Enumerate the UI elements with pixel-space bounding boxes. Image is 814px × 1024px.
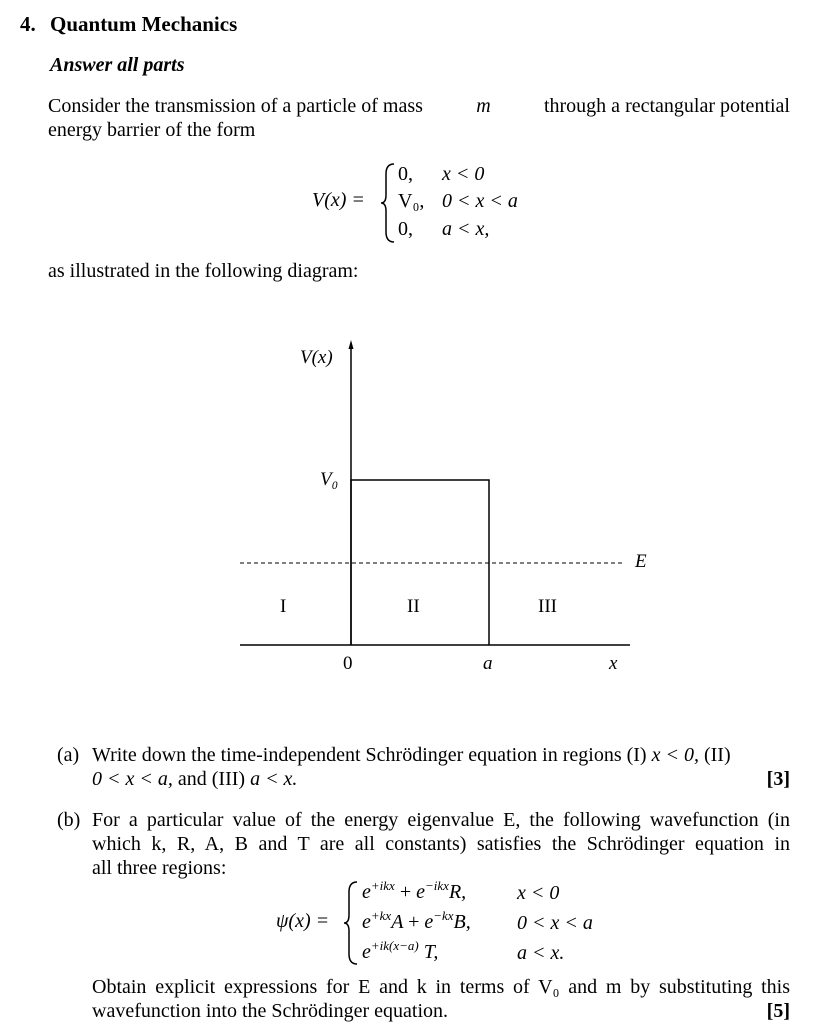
part-b-line2: which k, R, A, B and T are all constants) satisfies the Schrödinger equation in [92,833,790,855]
part-a-marks: [3] [766,768,790,790]
region-2-condition: 0 < x < a, [92,768,173,790]
part-b-text [92,808,790,880]
part-b-line3: all three regions: [92,857,227,879]
potential-case-3-value: 0, [398,218,413,240]
x-tick-a: a [483,653,493,674]
question-title: Quantum Mechanics [50,12,238,36]
part-b-label: (b) [57,809,81,831]
part-b-final [92,975,790,1023]
psi-case-2-expression: $e^{+kx}A + e^{-kx}B$, [362,908,471,933]
psi-lhs: ψ(x) = [276,910,330,932]
part-a-line1: Write down the time-independent Schrödinger equation in regions (I) [92,744,647,766]
potential-case-3-condition: a < x, [442,218,490,240]
y-axis-label: V(x) [300,347,333,368]
wavefunction-brace [343,880,359,966]
region-3-condition: a < x. [250,768,298,790]
potential-case-2-condition: 0 < x < a [442,190,518,212]
region-label-2: II [407,596,420,617]
x-tick-0: 0 [343,653,353,674]
psi-case-2-condition: 0 < x < a [517,912,593,934]
potential-lhs: V(x) = [312,189,365,211]
part-a-text [92,743,790,791]
x-axis-label: x [609,653,618,674]
psi-case-1-condition: x < 0 [517,882,560,904]
instruction: Answer all parts [50,54,185,76]
potential-brace [380,162,396,244]
intro-line1: Consider the transmission of a particle of mass [48,95,423,117]
region-1-condition: x < 0, [651,744,699,766]
energy-label: E [635,551,647,572]
part-a-label: (a) [57,744,80,766]
part-a-line2-mid: and (III) [177,768,246,790]
psi-case-1-expression: $e^{+ikx} + e^{-ikx}R$, [362,878,467,903]
part-b-line1: For a particular value of the energy eigenvalue E, the following wavefunction (in [92,809,790,831]
part-b-final-line1: Obtain explicit expressions for E and k in terms of V₀ and m by substituting this [92,976,790,998]
intro-line2: energy barrier of the form [48,119,256,141]
intro-paragraph [48,94,790,142]
potential-case-1-condition: x < 0 [442,163,485,185]
part-b-marks: [5] [766,1000,790,1022]
region-label-1: I [280,596,287,617]
y-axis-arrow [349,340,354,349]
potential-case-2-value: V₀, [398,190,425,212]
potential-barrier-diagram [230,335,650,680]
intro-line1-end: through a rectangular potential [543,95,790,117]
region-label-3: III [538,596,557,617]
mass-symbol: m [476,95,491,117]
potential-case-1-value: 0, [398,163,413,185]
psi-case-3-expression: $e^{+ik(x-a)}$ T, [362,938,439,963]
diagram-intro: as illustrated in the following diagram: [48,260,359,282]
v0-label: V₀ [320,469,339,490]
part-b-final-line2: wavefunction into the Schrödinger equation. [92,1000,449,1022]
region-2-label: (II) [703,744,731,766]
psi-case-3-condition: a < x. [517,942,565,964]
barrier-outline [351,480,489,645]
question-number: 4. [20,12,36,36]
